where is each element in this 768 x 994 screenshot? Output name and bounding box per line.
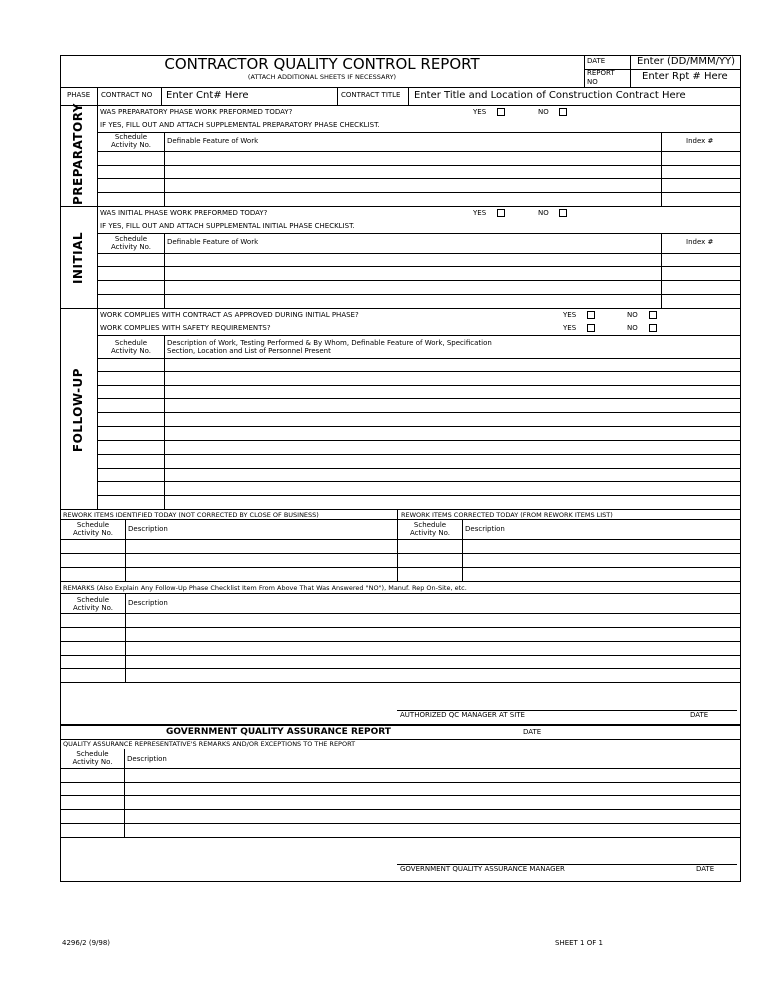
- report-subtitle: (ATTACH ADDITIONAL SHEETS IF NECESSARY): [247, 73, 397, 81]
- prep-col-index: Index #: [686, 137, 714, 145]
- initial-side-label: INITIAL: [71, 231, 85, 285]
- report-no-label-2: NO: [587, 78, 598, 86]
- remarks-col-schedule: Schedule Activity No.: [72, 596, 114, 613]
- prep-no-checkbox[interactable]: [559, 108, 567, 116]
- report-no-field[interactable]: Enter Rpt # Here: [642, 71, 728, 82]
- remarks-col-description: Description: [128, 599, 168, 607]
- contract-no-label: CONTRACT NO: [101, 91, 153, 99]
- prep-col-schedule: Schedule Activity No.: [110, 133, 152, 150]
- contract-title-label: CONTRACT TITLE: [341, 91, 401, 99]
- followup-q1-no-label: NO: [627, 311, 638, 319]
- phase-label: PHASE: [67, 91, 91, 99]
- gqa-title: GOVERNMENT QUALITY ASSURANCE REPORT: [166, 727, 391, 737]
- initial-instruction: IF YES, FILL OUT AND ATTACH SUPPLEMENTAL INITIAL PHASE CHECKLIST.: [100, 222, 355, 230]
- prep-question: WAS PREPARATORY PHASE WORK PREFORMED TODAY?: [100, 108, 293, 116]
- followup-q2-yes-label: YES: [563, 324, 577, 332]
- contract-no-field[interactable]: Enter Cnt# Here: [166, 90, 249, 101]
- date-field[interactable]: Enter (DD/MMM/YY): [637, 56, 736, 67]
- gqa-col-description: Description: [127, 755, 167, 763]
- qc-manager-signature-label: AUTHORIZED QC MANAGER AT SITE: [400, 711, 525, 719]
- prep-no-label: NO: [538, 108, 549, 116]
- followup-col-schedule: Schedule Activity No.: [110, 339, 152, 356]
- prep-yes-label: YES: [473, 108, 487, 116]
- remarks-title: REMARKS (Also Explain Any Follow-Up Phase Checklist Item From Above That Was Answered "NO"), Manuf. Rep On-Site, etc.: [63, 584, 467, 592]
- initial-yes-checkbox[interactable]: [497, 209, 505, 217]
- gqa-manager-date-label: DATE: [696, 865, 715, 873]
- sheet-number: SHEET 1 OF 1: [555, 939, 603, 947]
- prep-yes-checkbox[interactable]: [497, 108, 505, 116]
- preparatory-side-label: PREPARATORY: [71, 103, 85, 205]
- qc-manager-date-label: DATE: [690, 711, 709, 719]
- rework-left-col-description: Description: [128, 525, 168, 533]
- gqa-date-label: DATE: [523, 728, 542, 736]
- initial-no-checkbox[interactable]: [559, 209, 567, 217]
- gqa-col-schedule: Schedule Activity No.: [72, 750, 113, 767]
- initial-question: WAS INITIAL PHASE WORK PREFORMED TODAY?: [100, 209, 268, 217]
- followup-q2-no-label: NO: [627, 324, 638, 332]
- rework-right-col-description: Description: [465, 525, 505, 533]
- followup-q2: WORK COMPLIES WITH SAFETY REQUIREMENTS?: [100, 324, 271, 332]
- initial-col-schedule: Schedule Activity No.: [110, 235, 152, 252]
- prep-col-feature: Definable Feature of Work: [167, 137, 259, 145]
- followup-side-label: FOLLOW-UP: [71, 367, 85, 453]
- followup-q1-no-checkbox[interactable]: [649, 311, 657, 319]
- followup-q2-no-checkbox[interactable]: [649, 324, 657, 332]
- followup-col-description: Description of Work, Testing Performed & By Whom, Definable Feature of Work, Specification Section, Location and List of Personnel Present: [167, 339, 492, 356]
- form-number: 4296/2 (9/98): [62, 939, 111, 947]
- rework-identified-title: REWORK ITEMS IDENTIFIED TODAY (NOT CORRECTED BY CLOSE OF BUSINESS): [63, 511, 319, 519]
- prep-instruction: IF YES, FILL OUT AND ATTACH SUPPLEMENTAL PREPARATORY PHASE CHECKLIST.: [100, 121, 380, 129]
- followup-q2-yes-checkbox[interactable]: [587, 324, 595, 332]
- rework-left-col-schedule: Schedule Activity No.: [72, 521, 114, 538]
- initial-col-feature: Definable Feature of Work: [167, 238, 259, 246]
- rework-right-col-schedule: Schedule Activity No.: [409, 521, 451, 538]
- initial-col-index: Index #: [686, 238, 714, 246]
- followup-q1: WORK COMPLIES WITH CONTRACT AS APPROVED DURING INITIAL PHASE?: [100, 311, 359, 319]
- date-label: DATE: [587, 57, 606, 65]
- followup-q1-yes-label: YES: [563, 311, 577, 319]
- report-no-label-1: REPORT: [587, 69, 615, 77]
- gqa-manager-signature-label: GOVERNMENT QUALITY ASSURANCE MANAGER: [400, 865, 565, 873]
- followup-q1-yes-checkbox[interactable]: [587, 311, 595, 319]
- initial-yes-label: YES: [473, 209, 487, 217]
- initial-no-label: NO: [538, 209, 549, 217]
- contract-title-field[interactable]: Enter Title and Location of Construction Contract Here: [414, 90, 686, 101]
- gqa-subtitle: QUALITY ASSURANCE REPRESENTATIVE'S REMARKS AND/OR EXCEPTIONS TO THE REPORT: [63, 740, 356, 748]
- rework-corrected-title: REWORK ITEMS CORRECTED TODAY (FROM REWORK ITEMS LIST): [401, 511, 613, 519]
- report-title: CONTRACTOR QUALITY CONTROL REPORT: [164, 55, 480, 73]
